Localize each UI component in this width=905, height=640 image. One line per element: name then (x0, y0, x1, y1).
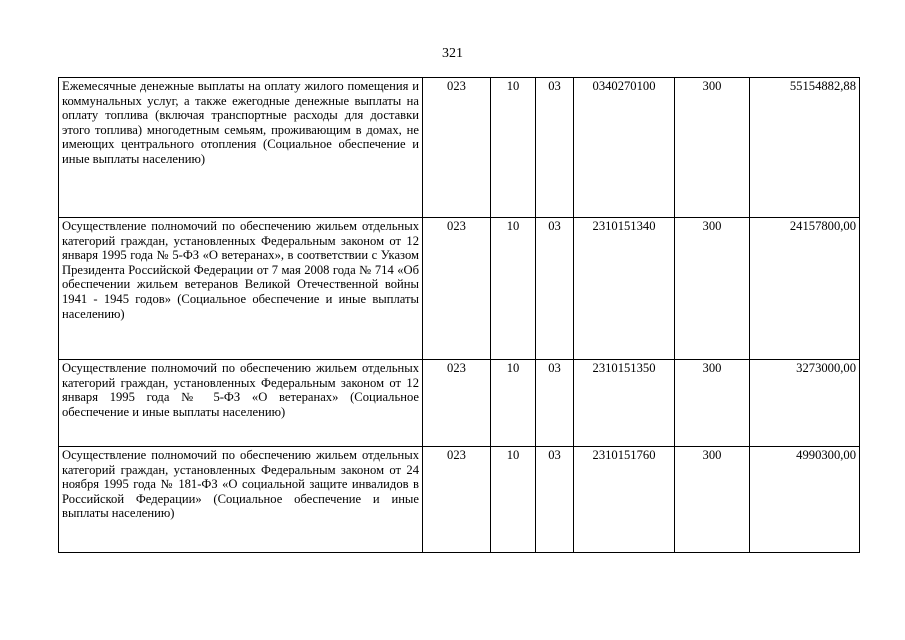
ministry-code: 023 (423, 218, 491, 360)
subsection-code: 03 (536, 447, 574, 553)
row-description: Осуществление полномочий по обеспечению жильем отдельных категорий граждан, установленных Федеральным законом от 24 ноября 1995 года № 181-ФЗ «О социальной защите инвалидов в Российской Федерации» (Социальное обеспечение и иные выплаты населению) (59, 447, 423, 553)
subsection-code: 03 (536, 360, 574, 447)
ministry-code: 023 (423, 447, 491, 553)
amount-value: 55154882,88 (750, 78, 860, 218)
target-article-code: 2310151350 (574, 360, 675, 447)
page-number: 321 (442, 46, 463, 61)
subsection-code: 03 (536, 218, 574, 360)
table-row (59, 447, 860, 553)
target-article-code: 2310151340 (574, 218, 675, 360)
row-description: Ежемесячные денежные выплаты на оплату жилого помещения и коммунальных услуг, а также ежегодные денежные выплаты на оплату топлива (включая транспортные расходы для доставки этого топлива) многодетным семьям, проживающим в домах, не имеющих центрального отопления (Социальное обеспечение и иные выплаты населению) (59, 78, 423, 218)
table-row (59, 360, 860, 447)
ministry-code: 023 (423, 360, 491, 447)
section-code: 10 (491, 447, 536, 553)
expense-type-code: 300 (675, 218, 750, 360)
amount-value: 3273000,00 (750, 360, 860, 447)
expense-type-code: 300 (675, 360, 750, 447)
table-row (59, 78, 860, 218)
section-code: 10 (491, 78, 536, 218)
table-row (59, 218, 860, 360)
target-article-code: 2310151760 (574, 447, 675, 553)
section-code: 10 (491, 218, 536, 360)
budget-table (58, 77, 860, 553)
expense-type-code: 300 (675, 447, 750, 553)
expense-type-code: 300 (675, 78, 750, 218)
subsection-code: 03 (536, 78, 574, 218)
ministry-code: 023 (423, 78, 491, 218)
row-description: Осуществление полномочий по обеспечению жильем отдельных категорий граждан, установленных Федеральным законом от 12 января 1995 года № 5-ФЗ «О ветеранах» (Социальное обеспечение и иные выплаты населению) (59, 360, 423, 447)
amount-value: 4990300,00 (750, 447, 860, 553)
target-article-code: 0340270100 (574, 78, 675, 218)
row-description: Осуществление полномочий по обеспечению жильем отдельных категорий граждан, установленных Федеральным законом от 12 января 1995 года № 5-ФЗ «О ветеранах», в соответствии с Указом Президента Российской Федерации от 7 мая 2008 года № 714 «Об обеспечении жильем ветеранов Великой Отечественной войны 1941 - 1945 годов» (Социальное обеспечение и иные выплаты населению) (59, 218, 423, 360)
section-code: 10 (491, 360, 536, 447)
amount-value: 24157800,00 (750, 218, 860, 360)
